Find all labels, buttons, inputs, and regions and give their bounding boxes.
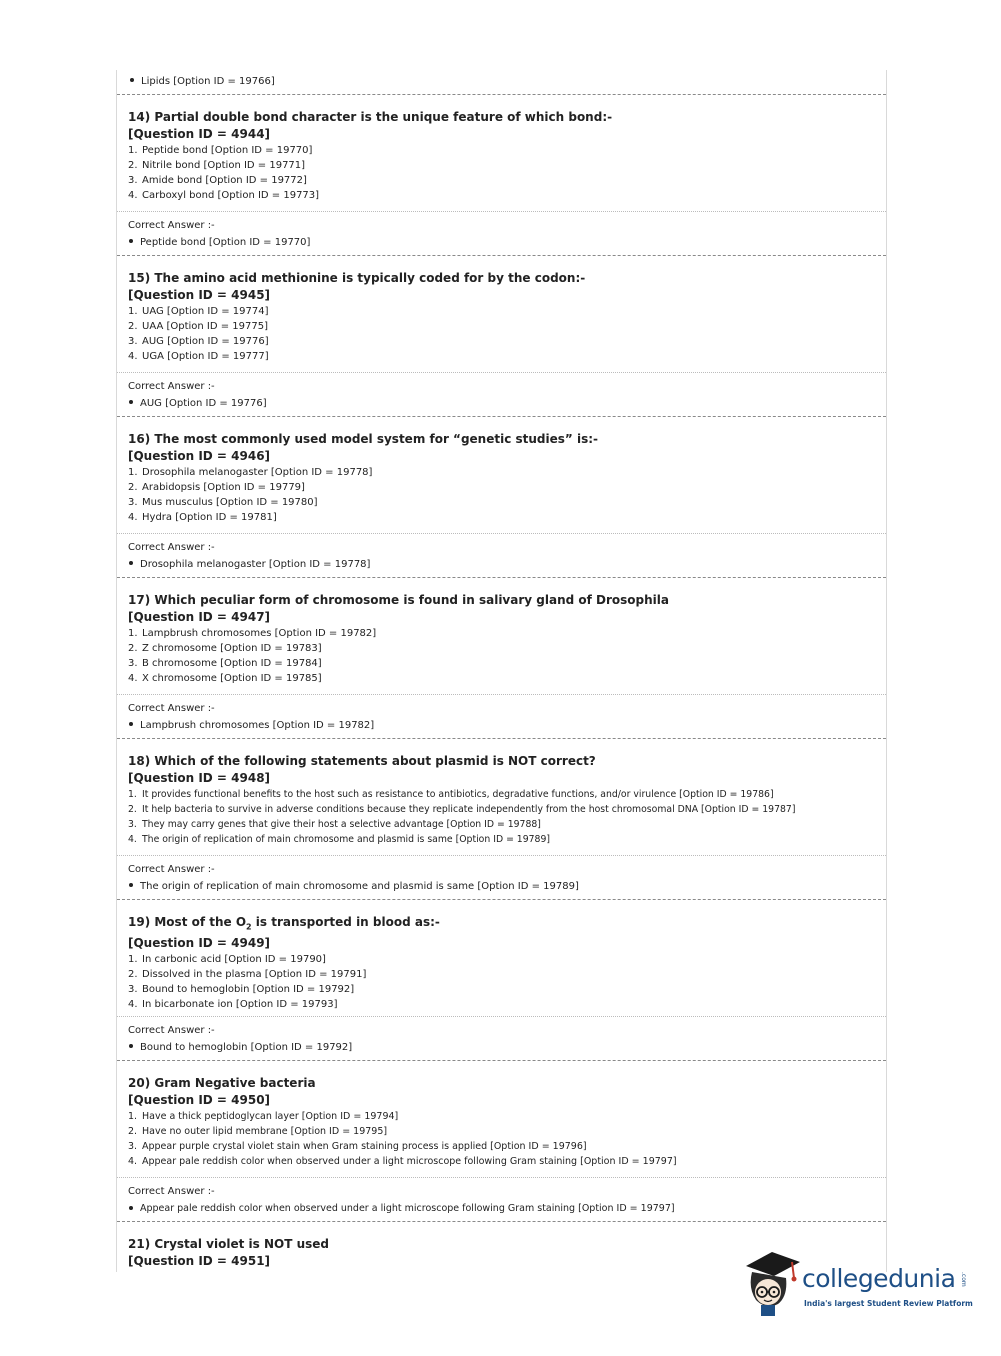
question-title: 17) Which peculiar form of chromosome is found in salivary gland of Drosophila (128, 593, 669, 607)
option-item: 3. They may carry genes that give their host a selective advantage [Option ID = 19788] (128, 819, 541, 830)
correct-answer-block (117, 856, 886, 899)
question-block (117, 417, 886, 533)
option-item: 1. Lampbrush chromosomes [Option ID = 19782] (128, 628, 377, 639)
correct-answer-block (117, 1017, 886, 1060)
correct-answer-block (117, 534, 886, 577)
answer-line: AUG [Option ID = 19776] (128, 396, 886, 411)
question-id: [Question ID = 4947] (128, 610, 271, 624)
option-list (128, 465, 886, 525)
answer-line: Bound to hemoglobin [Option ID = 19792] (128, 1040, 886, 1055)
student-mascot-icon (742, 1248, 804, 1320)
option-list (128, 787, 886, 847)
question-id: [Question ID = 4950] (128, 1093, 271, 1107)
option-item: 3. B chromosome [Option ID = 19784] (128, 658, 322, 669)
option-item: 2. Dissolved in the plasma [Option ID = 19791] (128, 969, 367, 981)
option-item: 2. Nitrile bond [Option ID = 19771] (128, 160, 306, 171)
bullet-icon (129, 400, 133, 404)
question-block (117, 900, 886, 1016)
option-item: 2. UAA [Option ID = 19775] (128, 321, 269, 332)
question-title: 14) Partial double bond character is the unique feature of which bond:- (128, 110, 613, 124)
option-item: 4. The origin of replication of main chromosome and plasmid is same [Option ID = 19789] (128, 834, 551, 845)
logo-tagline: India's largest Student Review Platform (804, 1299, 973, 1308)
bullet-icon (129, 239, 133, 243)
question-block (117, 578, 886, 694)
question-title: 20) Gram Negative bacteria (128, 1076, 316, 1090)
correct-answer-block (117, 695, 886, 738)
option-item: 4. Hydra [Option ID = 19781] (128, 512, 277, 523)
answer-line: The origin of replication of main chromosome and plasmid is same [Option ID = 19789] (128, 879, 886, 894)
question-block (117, 739, 886, 855)
option-item: 1. Drosophila melanogaster [Option ID = 19778] (128, 467, 373, 478)
answer-line: Lipids [Option ID = 19766] (129, 74, 275, 89)
bullet-icon (130, 78, 134, 82)
option-item: 4. Appear pale reddish color when observed under a light microscope following Gram staining [Option ID = 19797] (128, 1156, 677, 1167)
correct-answer-label: Correct Answer :- (128, 220, 215, 231)
bullet-icon (129, 1206, 133, 1210)
answer-line: Drosophila melanogaster [Option ID = 19778] (128, 557, 886, 572)
option-list (128, 952, 886, 1012)
option-item: 1. It provides functional benefits to the host such as resistance to antibiotics, degradative functions, and/or virulence [Option ID = 19786] (128, 789, 774, 800)
option-item: 2. Z chromosome [Option ID = 19783] (128, 643, 322, 654)
bullet-icon (129, 1044, 133, 1048)
option-item: 4. In bicarbonate ion [Option ID = 19793] (128, 999, 338, 1011)
question-id: [Question ID = 4945] (128, 288, 271, 302)
question-title: 21) Crystal violet is NOT used (128, 1237, 329, 1251)
question-id: [Question ID = 4951] (128, 1254, 271, 1268)
option-item: 3. Bound to hemoglobin [Option ID = 19792] (128, 984, 355, 996)
question-id: [Question ID = 4946] (128, 449, 271, 463)
exam-sheet (116, 70, 887, 1272)
bullet-icon (129, 883, 133, 887)
question-block (117, 1061, 886, 1177)
option-item: 4. Carboxyl bond [Option ID = 19773] (128, 190, 320, 201)
option-item: 2. Arabidopsis [Option ID = 19779] (128, 482, 305, 493)
collegedunia-logo[interactable] (742, 1248, 982, 1320)
option-list (128, 304, 886, 364)
correct-answer-label: Correct Answer :- (128, 1025, 215, 1036)
question-title: 16) The most commonly used model system for “genetic studies” is:- (128, 432, 599, 446)
question-title: 19) Most of the $O_2$ is transported in blood as:- (128, 915, 440, 932)
option-list (128, 626, 886, 686)
correct-answer-label: Correct Answer :- (128, 542, 215, 553)
correct-answer-block (117, 212, 886, 255)
logo-wordmark: collegedunia (802, 1264, 956, 1293)
option-item: 1. In carbonic acid [Option ID = 19790] (128, 954, 326, 966)
correct-answer-label: Correct Answer :- (128, 381, 215, 392)
option-item: 2. Have no outer lipid membrane [Option ID = 19795] (128, 1126, 388, 1137)
option-item: 3. Mus musculus [Option ID = 19780] (128, 497, 318, 508)
answer-line: Lampbrush chromosomes [Option ID = 19782] (128, 718, 886, 733)
option-list (128, 143, 886, 203)
option-item: 3. AUG [Option ID = 19776] (128, 336, 269, 347)
bullet-icon (129, 561, 133, 565)
logo-suffix: .com (960, 1272, 967, 1287)
question-block (117, 95, 886, 211)
answer-line: Peptide bond [Option ID = 19770] (128, 235, 886, 250)
option-item: 2. It help bacteria to survive in adverse conditions because they replicate independently from the host chromosomal DNA [Option ID = 19787] (128, 804, 796, 815)
bullet-icon (129, 722, 133, 726)
question-title: 15) The amino acid methionine is typically coded for by the codon:- (128, 271, 586, 285)
question-title: 18) Which of the following statements about plasmid is NOT correct? (128, 754, 596, 768)
question-id: [Question ID = 4944] (128, 127, 271, 141)
correct-answer-label: Correct Answer :- (128, 1186, 215, 1197)
option-item: 4. UGA [Option ID = 19777] (128, 351, 269, 362)
option-list (128, 1109, 886, 1169)
option-item: 1. Peptide bond [Option ID = 19770] (128, 145, 313, 156)
option-item: 3. Amide bond [Option ID = 19772] (128, 175, 307, 186)
correct-answer-block (117, 373, 886, 416)
correct-answer-block (117, 1178, 886, 1221)
correct-answer-label: Correct Answer :- (128, 864, 215, 875)
correct-answer-label: Correct Answer :- (128, 703, 215, 714)
option-item: 3. Appear purple crystal violet stain when Gram staining process is applied [Option ID = 19796] (128, 1141, 587, 1152)
option-item: 1. UAG [Option ID = 19774] (128, 306, 269, 317)
previous-answer (117, 70, 886, 94)
question-id: [Question ID = 4949] (128, 936, 271, 951)
option-item: 4. X chromosome [Option ID = 19785] (128, 673, 322, 684)
option-item: 1. Have a thick peptidoglycan layer [Option ID = 19794] (128, 1111, 399, 1122)
question-block (117, 256, 886, 372)
answer-line: Appear pale reddish color when observed under a light microscope following Gram staining [Option ID = 19797] (128, 1201, 886, 1216)
question-id: [Question ID = 4948] (128, 771, 271, 785)
